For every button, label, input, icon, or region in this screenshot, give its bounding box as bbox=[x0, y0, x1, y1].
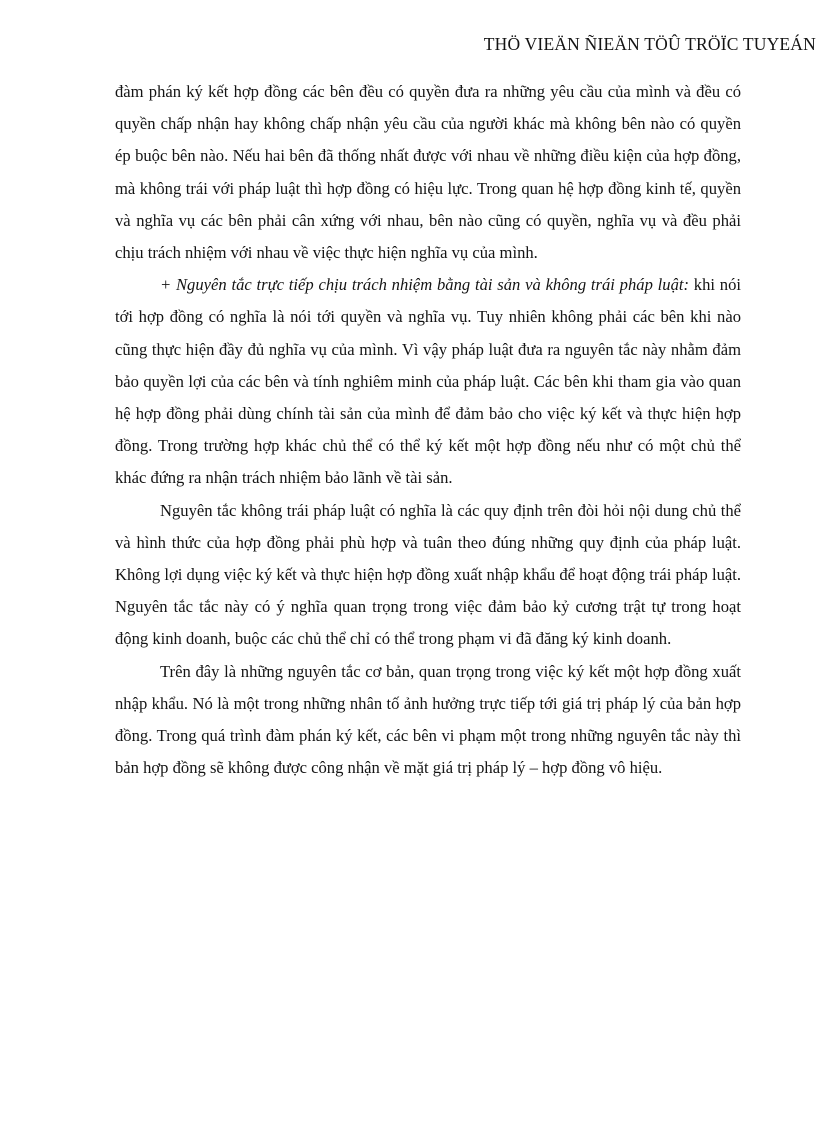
paragraph-responsibility-principle bbox=[115, 269, 741, 494]
page-header: THÖ VIEÄN ÑIEÄN TÖÛ TRÖÏC TUYEÁN bbox=[483, 34, 816, 54]
paragraph-contract-equality: đàm phán ký kết hợp đồng các bên đều có quyền đưa ra những yêu cầu của mình và đều có quyền chấp nhận hay không chấp nhận yêu cầu của người khác mà không bên nào có quyền ép buộc bên nào. Nếu hai bên đã thống nhất được với nhau về những điều kiện của hợp đồng, mà không trái với pháp luật thì hợp đồng có hiệu lực. Trong quan hệ hợp đồng kinh tế, quyền và nghĩa vụ các bên phải cân xứng với nhau, bên nào cũng có quyền, nghĩa vụ và đều phải chịu trách nhiệm với nhau về việc thực hiện nghĩa vụ của mình. bbox=[115, 82, 741, 263]
principle-heading: + Nguyên tắc trực tiếp chịu trách nhiệm bằng tài sản và không trái pháp luật: bbox=[160, 275, 689, 295]
principle-body: khi nói tới hợp đồng có nghĩa là nói tới quyền và nghĩa vụ. Tuy nhiên không phải các bên khi nào cũng thực hiện đầy đủ nghĩa vụ của mình. Vì vậy pháp luật đưa ra nguyên tắc này nhằm đảm bảo quyền lợi của các bên và tính nghiêm minh của pháp luật. Các bên khi tham gia vào quan hệ hợp đồng phải dùng chính tài sản của mình để đảm bảo cho việc ký kết và thực hiện hợp đồng. Trong trường hợp khác chủ thể có thể ký kết một hợp đồng nếu như có một chủ thể khác đứng ra nhận trách nhiệm bảo lãnh về tài sản. bbox=[115, 275, 741, 488]
paragraph-conclusion: Trên đây là những nguyên tắc cơ bản, quan trọng trong việc ký kết một hợp đồng xuất nhập khẩu. Nó là một trong những nhân tố ảnh hưởng trực tiếp tới giá trị pháp lý của bản hợp đồng. Trong quá trình đàm phán ký kết, các bên vi phạm một trong những nguyên tắc này thì bản hợp đồng sẽ không được công nhận về mặt giá trị pháp lý – hợp đồng vô hiệu. bbox=[115, 661, 741, 778]
document-body bbox=[115, 76, 741, 784]
paragraph-legality-principle: Nguyên tắc không trái pháp luật có nghĩa là các quy định trên đòi hỏi nội dung chủ thể và hình thức của hợp đồng phải phù hợp và tuân theo đúng những quy định của pháp luật. Không lợi dụng việc ký kết và thực hiện hợp đồng xuất nhập khẩu để hoạt động trái pháp luật. Nguyên tắc tắc này có ý nghĩa quan trọng trong việc đảm bảo kỷ cương trật tự trong hoạt động kinh doanh, buộc các chủ thể chỉ có thể trong phạm vi đã đăng ký kinh doanh. bbox=[115, 500, 741, 649]
